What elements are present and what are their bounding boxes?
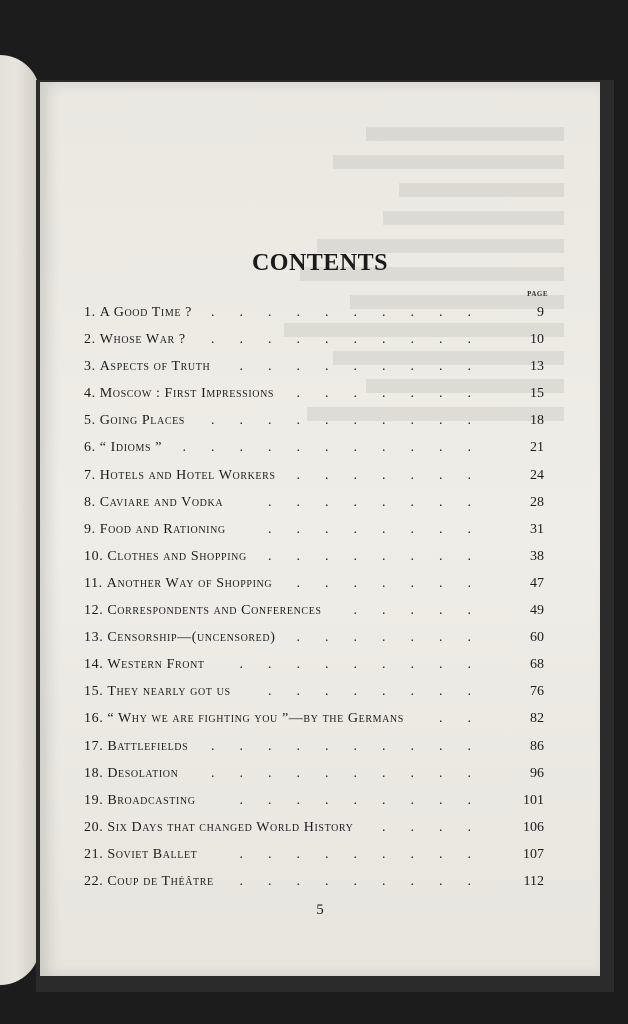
toc-entry-number: 17. [84,738,104,754]
toc-entry-title [84,793,196,809]
contents-heading: CONTENTS [251,250,389,276]
toc-entry [84,842,544,869]
toc-entry [84,652,544,679]
toc-entry-page: 10 [530,332,544,348]
toc-entry-page: 21 [530,440,544,456]
toc-entry-page: 31 [530,521,544,537]
toc-entry-title [84,603,322,619]
toc-entry-title [84,332,186,348]
toc-entry-title [84,359,210,375]
toc-entry-page: 24 [530,467,544,483]
toc-entry-number: 3. [84,359,96,375]
dot-leader: ....... [296,386,496,402]
toc-entry-number: 19. [84,792,104,808]
toc-entry-title [84,874,214,890]
toc-entry [84,679,544,706]
toc-entry-page: 49 [530,603,544,619]
toc-entry-title [84,657,205,673]
toc-entry-number: 12. [84,603,104,619]
toc-entry-text: Desolation [107,765,179,781]
toc-entry [84,761,544,788]
toc-entry-page: 112 [523,873,544,889]
toc-entry-number: 6. [84,440,96,456]
dot-leader: ......... [239,873,496,889]
dot-leader: ........... [182,440,496,456]
toc-entry-page: 13 [530,359,544,375]
toc-entry-number: 11. [84,575,103,591]
toc-entry-number: 10. [84,548,104,564]
toc-entry-title [84,468,276,484]
toc-entry-title [84,495,223,511]
toc-entry-title [84,305,192,321]
toc-entry-text: Battlefields [107,738,189,754]
toc-entry-text: A Good Time ? [99,305,192,320]
dot-leader: .......... [211,413,496,429]
table-of-contents [84,300,544,896]
toc-entry-page: 28 [530,494,544,510]
dot-leader: .. [439,711,496,727]
toc-entry-text: Moscow : First Impressions [99,386,275,402]
toc-entry [84,381,544,408]
toc-entry-page: 86 [530,738,544,754]
toc-entry [84,625,544,652]
page-column-label: PAGE [527,290,548,298]
toc-entry-text: Six Days that changed World History [107,819,354,835]
toc-entry-text: “ Why we are fighting you ”—by the Germans [107,711,404,727]
toc-entry [84,571,544,598]
toc-entry-page: 18 [530,413,544,429]
toc-entry-number: 20. [84,819,104,835]
toc-entry-page: 76 [530,684,544,700]
dot-leader: ....... [296,467,496,483]
facing-page-edge [0,55,40,985]
toc-entry-number: 2. [84,332,96,348]
toc-entry-page: 38 [530,548,544,564]
toc-entry-text: Censorship—(uncensored) [107,630,276,646]
toc-entry-title [84,576,272,592]
toc-entry-text: Western Front [107,657,205,673]
dot-leader: ......... [239,792,496,808]
toc-entry-page: 106 [523,819,544,835]
toc-entry-page: 60 [530,630,544,646]
dot-leader: ........ [268,684,496,700]
toc-entry [84,300,544,327]
toc-entry-number: 1. [84,305,96,320]
toc-entry-text: They nearly got us [107,684,231,700]
toc-entry-text: Clothes and Shopping [107,548,247,564]
book-page [40,82,600,976]
toc-entry-title [84,413,185,429]
toc-entry-title [84,847,197,863]
toc-entry-number: 16. [84,711,104,727]
toc-entry-page: 82 [530,711,544,727]
toc-entry-title [84,739,188,755]
toc-entry-number: 18. [84,765,104,781]
toc-entry-number: 7. [84,467,96,483]
toc-entry-text: Aspects of Truth [99,359,211,375]
toc-entry-text: Food and Rationing [99,521,226,537]
toc-entry-page: 107 [523,846,544,862]
toc-entry-title [84,522,226,538]
toc-entry-number: 13. [84,630,104,646]
toc-entry-text: “ Idioms ” [99,440,163,456]
toc-entry [84,327,544,354]
toc-entry [84,869,544,896]
dot-leader: ....... [296,630,496,646]
dot-leader: ......... [239,846,496,862]
toc-entry-text: Soviet Ballet [107,846,198,862]
toc-entry-title [84,684,231,700]
toc-entry-page: 101 [523,792,544,808]
toc-entry-page: 47 [530,575,544,591]
toc-entry-number: 21. [84,846,104,862]
toc-entry-text: Broadcasting [107,792,196,808]
toc-entry [84,490,544,517]
toc-entry-page: 68 [530,657,544,673]
toc-entry-number: 9. [84,521,96,537]
toc-entry [84,706,544,733]
dot-leader: ..... [353,603,496,619]
toc-entry-title [84,440,162,456]
dot-leader: .......... [211,332,496,348]
dot-leader: ........ [268,494,496,510]
toc-entry-title [84,549,247,565]
dot-leader: ......... [239,657,496,673]
toc-entry-text: Correspondents and Conferences [107,603,322,619]
toc-entry-number: 4. [84,386,96,402]
dot-leader: ........ [268,548,496,564]
dot-leader: ....... [296,575,496,591]
toc-entry [84,408,544,435]
toc-entry-title [84,820,353,836]
dot-leader: .... [382,819,496,835]
toc-entry-number: 5. [84,413,96,429]
toc-entry-text: Going Places [99,413,185,429]
dot-leader: .......... [211,738,496,754]
toc-entry [84,544,544,571]
toc-entry-title [84,386,274,402]
toc-entry [84,815,544,842]
toc-entry [84,463,544,490]
toc-entry-number: 8. [84,494,96,510]
toc-entry-text: Caviare and Vodka [99,494,224,510]
toc-entry-page: 96 [530,765,544,781]
toc-entry-text: Coup de Théâtre [107,873,214,889]
toc-entry-title [84,630,275,646]
dot-leader: ........ [268,521,496,537]
toc-entry-text: Another Way of Shopping [106,575,273,591]
toc-entry [84,517,544,544]
toc-entry-title [84,766,178,782]
toc-entry [84,435,544,462]
toc-entry-title [84,711,404,727]
dot-leader: ......... [239,359,496,375]
dot-leader: .......... [211,305,496,320]
page-number: 5 [316,902,324,918]
dot-leader: .......... [211,765,496,781]
toc-entry-page: 9 [537,305,544,320]
toc-entry-page: 15 [530,386,544,402]
toc-entry-number: 22. [84,873,104,889]
toc-entry [84,598,544,625]
toc-entry [84,788,544,815]
toc-entry-text: Hotels and Hotel Workers [99,467,276,483]
toc-entry-number: 14. [84,657,104,673]
toc-entry-number: 15. [84,684,104,700]
toc-entry [84,354,544,381]
toc-entry-text: Whose War ? [99,332,186,348]
toc-entry [84,734,544,761]
